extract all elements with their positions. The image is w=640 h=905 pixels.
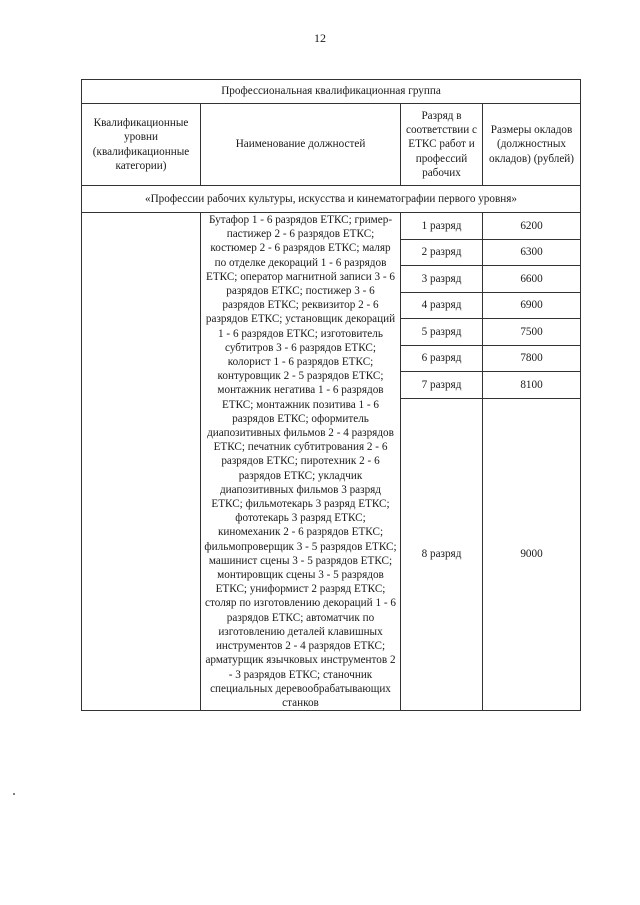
grade-cell: 5 разряд bbox=[401, 319, 483, 346]
salary-cell: 8100 bbox=[483, 372, 581, 399]
column-header-row bbox=[82, 104, 581, 186]
grade-cell: 8 разряд bbox=[401, 398, 483, 711]
salary-cell: 6300 bbox=[483, 239, 581, 266]
grade-column-header: Разряд в соответствии с ЕТКС работ и профессий рабочих bbox=[401, 104, 483, 186]
section-title: «Профессии рабочих культуры, искусства и кинематографии первого уровня» bbox=[82, 186, 581, 213]
positions-cell: Бутафор 1 - 6 разрядов ЕТКС; гример-пастижер 2 - 6 разрядов ЕТКС; костюмер 2 - 6 разрядов ЕТКС; маляр по отделке декораций 1 - 6 разрядов ЕТКС; оператор магнитной записи 3 - 6 разрядов ЕТКС; постижер 3 - 6 разрядов ЕТКС; реквизитор 2 - 6 разрядов ЕТКС; установщик декораций 1 - 6 разрядов ЕТКС; изготовитель субтитров 3 - 6 разрядов ЕТКС; колорист 1 - 6 разрядов ЕТКС; контуровщик 2 - 5 разрядов ЕТКС; монтажник негатива 1 - 6 разрядов ЕТКС; монтажник позитива 1 - 6 разрядов ЕТКС; оформитель диапозитивных фильмов 2 - 4 разрядов ЕТКС; печатник субтитрования 2 - 6 разрядов ЕТКС; пиротехник 2 - 6 разрядов ЕТКС; укладчик диапозитивных фильмов 3 разряд ЕТКС; фильмотекарь 3 разряд ЕТКС; фототекарь 3 разряд ЕТКС; киномеханик 2 - 6 разрядов ЕТКС; фильмопроверщик 3 - 5 разрядов ЕТКС; машинист сцены 3 - 5 разрядов ЕТКС; монтировщик сцены 3 - 5 разрядов ЕТКС; униформист 2 разряд ЕТКС; столяр по изготовлению декораций 1 - 6 разрядов ЕТКС; автоматчик по изготовлению деталей клавишных инструментов 2 - 4 разрядов ЕТКС; арматурщик язычковых инструментов 2 - 3 разрядов ЕТКС; станочник специальных деревообрабатывающих станков bbox=[201, 213, 401, 711]
salary-cell: 6600 bbox=[483, 266, 581, 293]
salary-cell: 6200 bbox=[483, 213, 581, 240]
scan-speck bbox=[13, 793, 15, 795]
grade-cell: 7 разряд bbox=[401, 372, 483, 399]
salary-column-header: Размеры окладов (должностных окладов) (рублей) bbox=[483, 104, 581, 186]
salary-cell: 6900 bbox=[483, 292, 581, 319]
table-row bbox=[82, 213, 581, 240]
salary-cell: 7800 bbox=[483, 345, 581, 372]
positions-column-header: Наименование должностей bbox=[201, 104, 401, 186]
salary-cell: 7500 bbox=[483, 319, 581, 346]
page-number: 12 bbox=[314, 31, 326, 45]
grade-cell: 6 разряд bbox=[401, 345, 483, 372]
level-cell bbox=[82, 213, 201, 711]
levels-column-header: Квалификационные уровни (квалификационные категории) bbox=[82, 104, 201, 186]
grade-cell: 1 разряд bbox=[401, 213, 483, 240]
grade-cell: 2 разряд bbox=[401, 239, 483, 266]
group-header-row bbox=[82, 80, 581, 104]
grade-cell: 4 разряд bbox=[401, 292, 483, 319]
salary-cell: 9000 bbox=[483, 398, 581, 711]
grade-cell: 3 разряд bbox=[401, 266, 483, 293]
section-row bbox=[82, 186, 581, 213]
group-header-cell: Профессиональная квалификационная группа bbox=[82, 80, 581, 104]
salary-table bbox=[81, 79, 581, 711]
